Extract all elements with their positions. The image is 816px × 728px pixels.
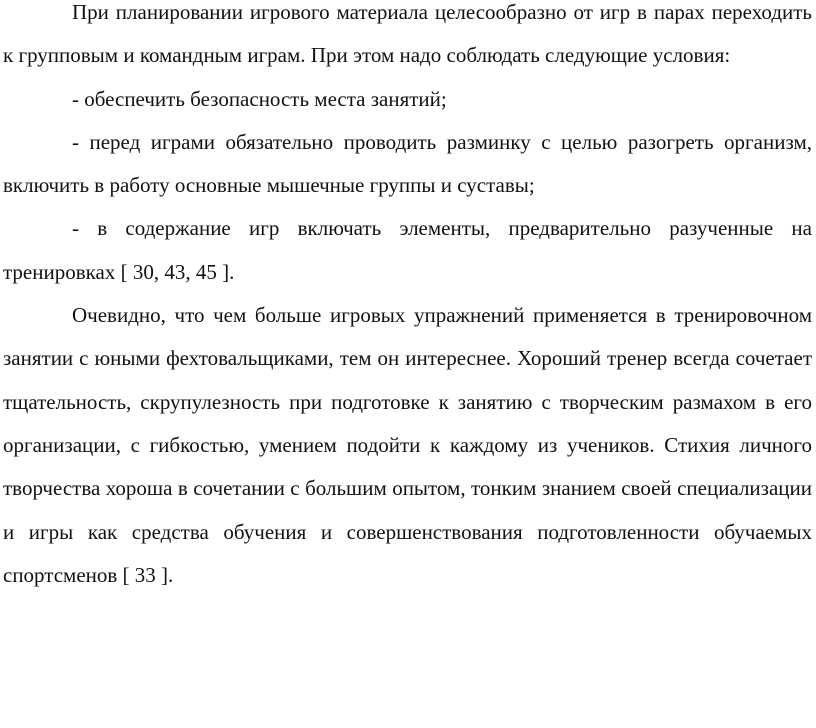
- paragraph-game-planning: При планировании игрового материала целесообразно от игр в парах переходить к групповым и командным играм. При этом надо соблюдать следующие условия:: [3, 0, 812, 68]
- paragraph-coach: Очевидно, что чем больше игровых упражнений применяется в тренировочном занятии с юными фехтовальщиками, тем он интереснее. Хороший тренер всегда сочетает тщательность, скрупулезность при подготовке к занятию с творческим размахом в его организации, с гибкостью, умением подойти к каждому из учеников. Стихия личного творчества хороша в сочетании с большим опытом, тонким знанием своей специализации и игры как средства обучения и совершенствования подготовленности обучаемых спортсменов [ 33 ].: [3, 303, 812, 587]
- list-item-safety: - обеспечить безопасность места занятий;: [72, 86, 447, 111]
- list-item-warmup: - перед играми обязательно проводить разминку с целью разогреть организм, включить в работу основные мышечные группы и суставы;: [3, 129, 812, 198]
- list-item-game-content: - в содержание игр включать элементы, предварительно разученные на тренировках [ 30, 43, 45 ].: [3, 216, 812, 284]
